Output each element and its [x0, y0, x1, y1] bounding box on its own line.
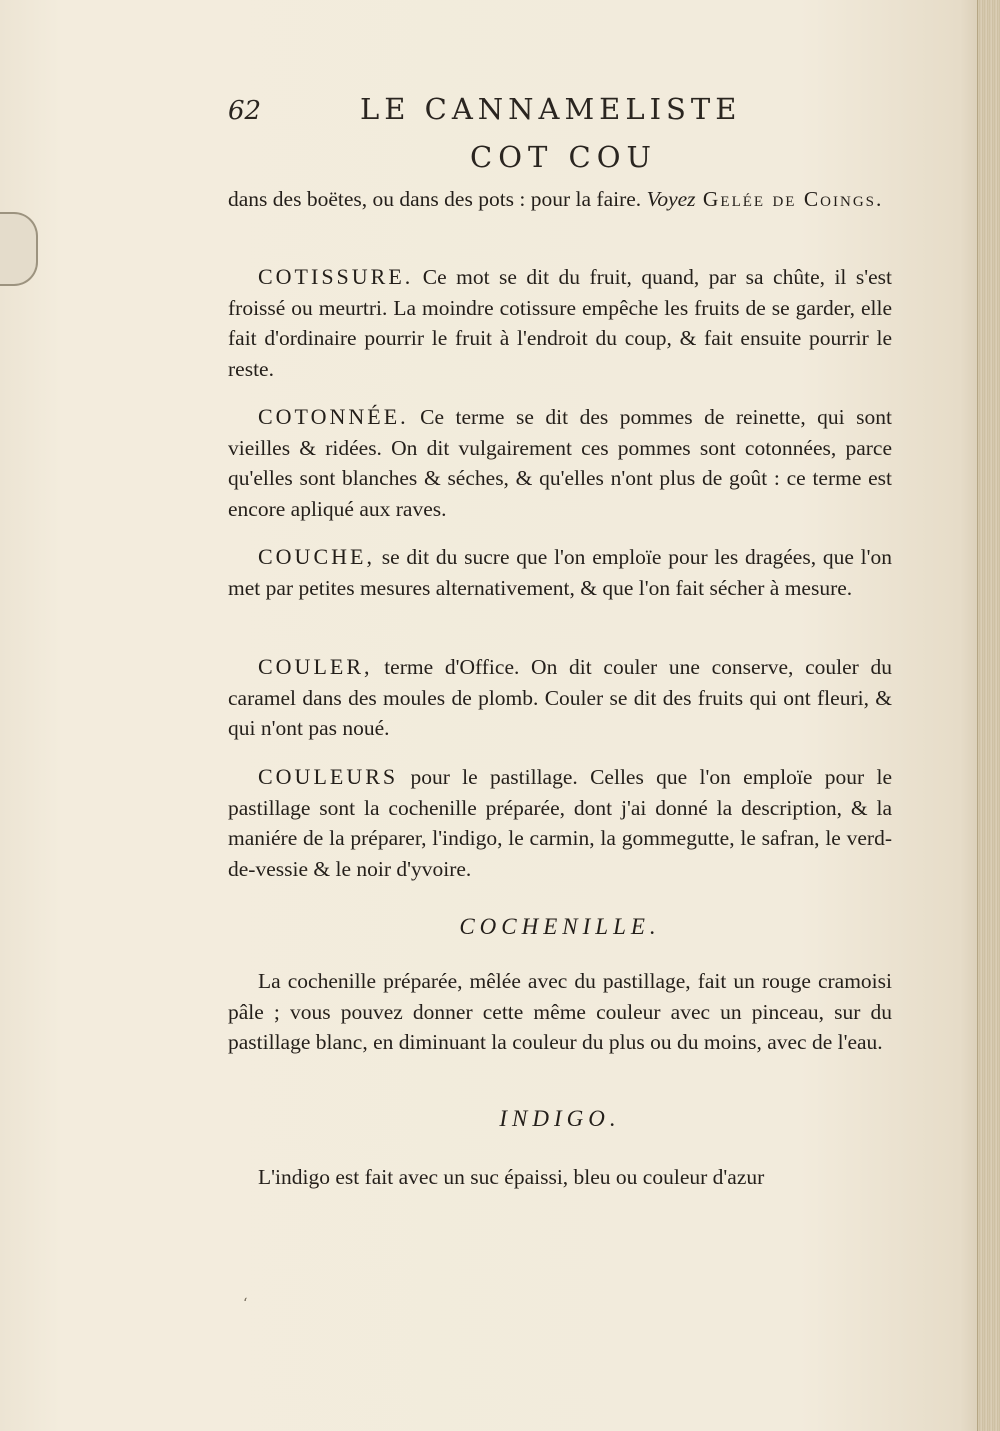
entry-term: COULEURS — [258, 764, 399, 789]
cross-reference: Gelée de Coings. — [695, 187, 884, 211]
entry-term: COUCHE, — [258, 544, 375, 569]
catchwords: COT COU — [470, 140, 657, 174]
entry-cotonnee — [228, 402, 892, 524]
entry-cotissure — [228, 262, 892, 384]
entry-term: COTONNÉE. — [258, 404, 409, 429]
voyez-label: Voyez — [646, 187, 696, 211]
section-heading-indigo: INDIGO. — [499, 1106, 621, 1131]
entry-text: pour le pastillage. Celles que l'on emploïe pour le pastillage sont la cochenille préparée, dont j'ai donné la description, & la maniére de la préparer, l'indigo, le carmin, la gommegutte, le safran, le verd-de-vessie & le noir d'yvoire. — [228, 765, 892, 881]
ink-mark: ‘ — [243, 1296, 248, 1312]
entry-term: COTISSURE. — [258, 264, 414, 289]
running-head — [220, 92, 900, 132]
running-title: LE CANNAMELISTE — [360, 92, 742, 126]
entry-continuation — [228, 184, 892, 215]
entry-couche — [228, 542, 892, 603]
entry-text: terme d'Office. On dit couler une conserve, couler du caramel dans des moules de plomb. Couler se dit des fruits qui ont fleuri, & qui n'ont pas noué. — [228, 655, 892, 740]
continuation-text: dans des boëtes, ou dans des pots : pour la faire. — [228, 187, 647, 211]
section-heading-cochenille: COCHENILLE. — [459, 914, 661, 939]
entry-couler — [228, 652, 892, 744]
section-text: La cochenille préparée, mêlée avec du pastillage, fait un rouge cramoisi pâle ; vous pouvez donner cette même couleur avec un pinceau, sur du pastillage blanc, en diminuant la couleur du plus ou du moins, avec de l'eau. — [228, 969, 892, 1054]
section-text: L'indigo est fait avec un suc épaissi, bleu ou couleur d'azur — [258, 1165, 765, 1189]
section-indigo — [228, 1162, 892, 1193]
entry-term: COULER, — [258, 654, 373, 679]
page-tab-marker — [0, 212, 38, 286]
section-cochenille — [228, 966, 892, 1058]
entry-text: se dit du sucre que l'on emploïe pour les dragées, que l'on met par petites mesures alternativement, & que l'on fait sécher à mesure. — [228, 545, 892, 600]
entry-couleurs — [228, 762, 892, 884]
entry-text: Ce mot se dit du fruit, quand, par sa chûte, il s'est froissé ou meurtri. La moindre cotissure empêche les fruits de se garder, elle fait d'ordinaire pourrir le fruit à l'endroit du coup, & fait ensuite pourrir le reste. — [228, 265, 892, 381]
entry-text: Ce terme se dit des pommes de reinette, qui sont vieilles & ridées. On dit vulgairement ces pommes sont cotonnées, parce qu'elles sont blanches & séches, & qu'elles n'ont plus de goût : ce terme est encore apliqué aux raves. — [228, 405, 892, 521]
page-number: 62 — [228, 96, 262, 126]
page-edge — [977, 0, 1000, 1431]
